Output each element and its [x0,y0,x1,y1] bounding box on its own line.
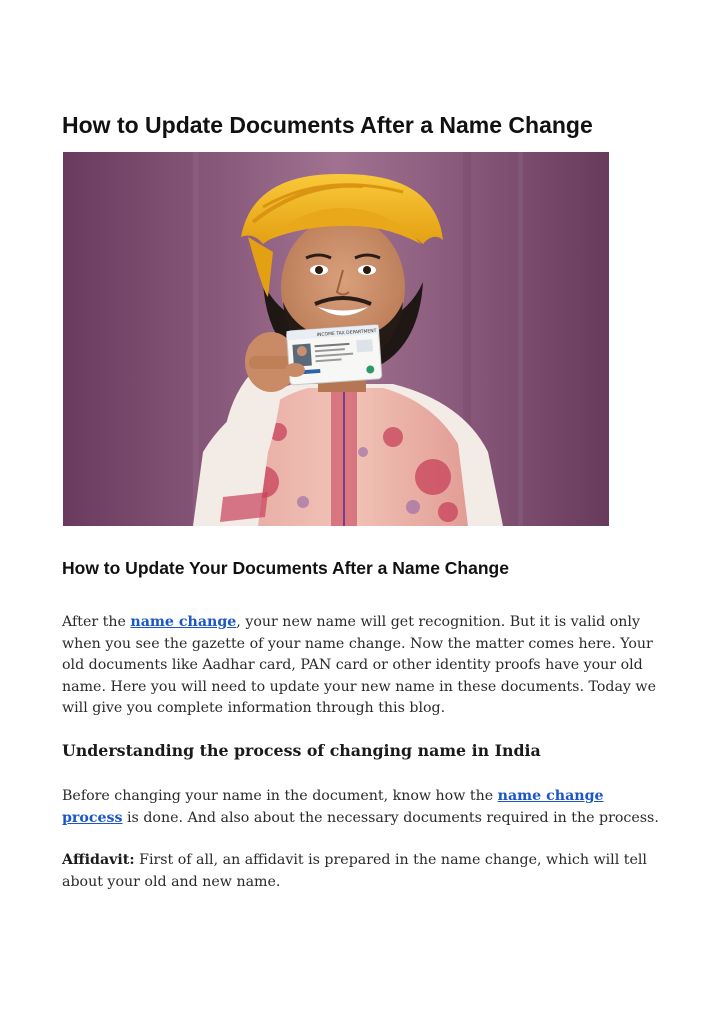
process-text-before: Before changing your name in the document, know how the [62,788,498,804]
subheading: Understanding the process of changing name in India [62,741,541,760]
affidavit-label: Affidavit: [62,852,135,868]
hero-image [63,152,609,526]
affidavit-text: First of all, an affidavit is prepared in the name change, which will tell about your old and new name. [62,852,647,890]
intro-text-after: , your new name will get recognition. But it is valid only when you see the gazette of your name change. Now the matter comes here. Your old documents like Aadhar card, PAN card or other identity proofs have your old name. Here you will need to update your new name in these documents. Today we will give you complete information through this blog. [62,614,656,716]
intro-paragraph [62,612,662,720]
id-card-header: INCOME TAX DEPARTMENT [316,328,377,339]
section-heading: How to Update Your Documents After a Name Change [62,558,509,578]
name-change-process-link[interactable]: name change process [62,788,604,826]
page-title: How to Update Documents After a Name Change [62,112,593,138]
name-change-link[interactable]: name change [130,614,237,630]
process-text-after: is done. And also about the necessary documents required in the process. [122,809,659,826]
process-paragraph [62,786,662,829]
intro-text-before: After the [62,614,131,630]
affidavit-paragraph [62,850,662,893]
